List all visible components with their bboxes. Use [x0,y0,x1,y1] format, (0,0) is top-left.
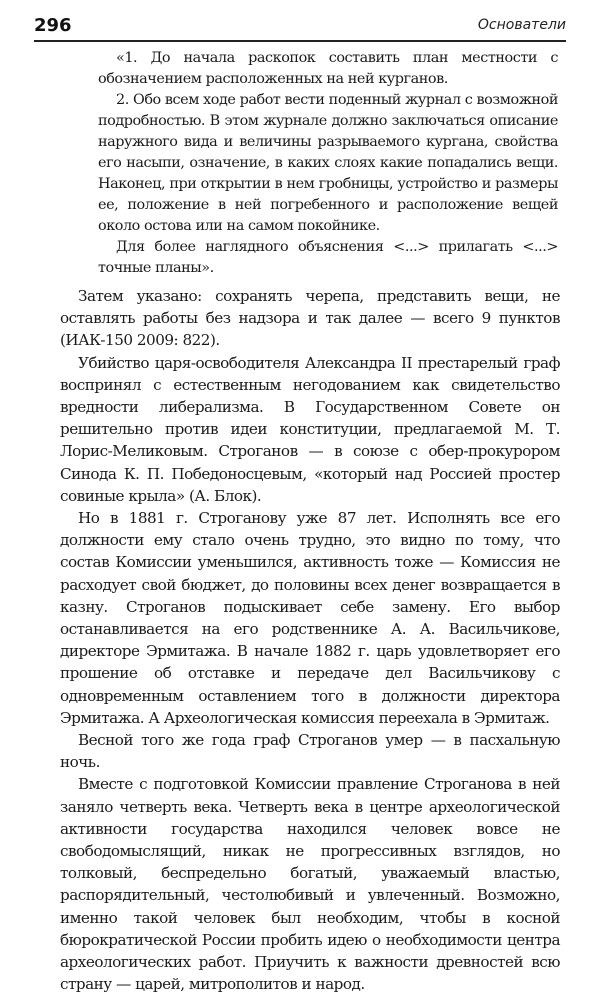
page-body [60,48,560,996]
quote-paragraph: Для более наглядного объяснения <...> прилагать <...> точные планы». [98,239,558,276]
page-number: 296 [34,15,72,36]
body-paragraph: Весной того же года граф Строганов умер — в пасхальную ночь. [60,731,560,772]
main-text [60,285,560,996]
page-header [34,15,566,39]
quote-paragraph: 2. Обо всем ходе работ вести поденный журнал с возможной подробностью. В этом журнале должно заключаться описание наружного вида и величины разрываемого кургана, свойства его насыпи, означение, в каких слоях какие попадались вещи. Наконец, при открытии в нем гробницы, устройство и размеры ее, положение в ней погребенного и расположение вещей около остова или на самом покойнике. [98,92,558,234]
body-paragraph: Затем указано: сохранять черепа, представить вещи, не оставлять работы без надзора и так далее — всего 9 пунктов (ИАК-150 2009: 822). [60,287,560,350]
body-paragraph: Убийство царя-освободителя Александра II престарелый граф воспринял с естественным негодованием как свидетельство вредности либерализма. В Государственном Совете он решительно против идеи конституции, предлагаемой М. Т. Лорис-Меликовым. Строганов — в союзе с обер-прокурором Синода К. П. Победоносцевым, «который над Россией простер совиные крыла» (А. Блок). [60,353,560,505]
quote-paragraph: «1. До начала раскопок составить план местности с обозначением расположенных на ней курганов. [98,50,558,87]
block-quote [98,48,558,279]
body-paragraph: Вместе с подготовкой Комиссии правление Строганова в ней заняло четверть века. Четверть века в центре археологической активности государства находился человек вовсе не свободомыслящий, никак не прогрессивных взглядов, но толковый, беспредельно богатый, уважаемый властью, распорядительный, честолюбивый и увлеченный. Возможно, именно такой человек был необходим, чтобы в косной бюрократической России пробить идею о необходимости центра археологических работ. Приучить к важности древностей всю страну — царей, митрополитов и народ. [60,775,560,994]
body-paragraph: Но в 1881 г. Строганову уже 87 лет. Исполнять все его должности ему стало очень трудно, это видно по тому, что состав Комиссии уменьшился, активность тоже — Комиссия не расходует свой бюджет, до половины всех денег возвращается в казну. Строганов подыскивает себе замену. Его выбор останавливается на его родственнике А. А. Васильчикове, директоре Эрмитажа. В начале 1882 г. царь удовлетворяет его прошение об отставке и передаче дел Васильчикову с одновременным оставлением того в должности директора Эрмитажа. А Археологическая комиссия переехала в Эрмитаж. [60,509,560,727]
running-head: Основатели [477,17,566,33]
header-divider [34,40,566,42]
